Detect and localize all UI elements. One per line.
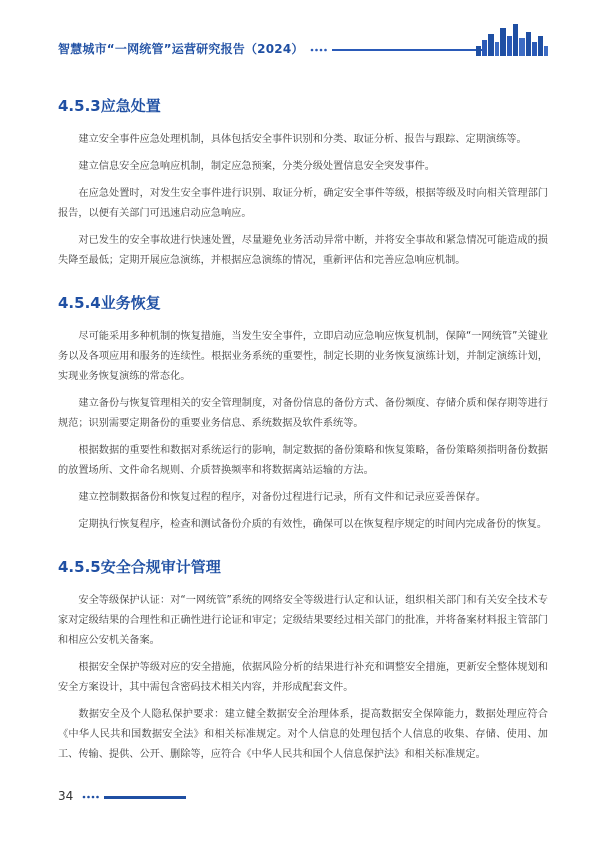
decorative-dots-icon	[82, 794, 102, 800]
report-title: 智慧城市“一网统管”运营研究报告（2024）	[58, 42, 304, 56]
paragraph: 建立控制数据备份和恢复过程的程序，对备份过程进行记录，所有文件和记录应妥善保存。	[78, 492, 486, 503]
page-header	[0, 0, 600, 70]
paragraph: 数据安全及个人隐私保护要求：建立健全数据安全治理体系，提高数据安全保障能力，数据处理应符合《中华人民共和国数据安全法》和相关标准规定。对个人信息的处理包括个人信息的收集、存储、使用、加工、传输、提供、公开、删除等，应符合《中华人民共和国个人信息保护法》和相关标准规定。	[58, 709, 548, 760]
paragraph: 建立备份与恢复管理相关的安全管理制度，对备份信息的备份方式、备份频度、存储介质和保存期等进行规范；识别需要定期备份的重要业务信息、系统数据及软件系统等。	[58, 398, 548, 429]
page-number: 34	[58, 789, 74, 803]
paragraph: 根据安全保护等级对应的安全措施，依据风险分析的结果进行补充和调整安全措施，更新安全整体规划和安全方案设计，其中需包含密码技术相关内容，并形成配套文件。	[58, 662, 548, 693]
paragraph: 定期执行恢复程序，检查和测试备份介质的有效性，确保可以在恢复程序规定的时间内完成备份的恢复。	[78, 519, 548, 530]
city-skyline-icon	[476, 24, 548, 56]
decorative-dots-icon	[310, 47, 330, 53]
paragraph: 安全等级保护认证：对“一网统管”系统的网络安全等级进行认定和认证，组织相关部门和有关安全技术专家对定级结果的合理性和正确性进行论证和审定；定级结果要经过相关部门的批准，并将备案材料报主管部门和相应公安机关备案。	[58, 595, 548, 646]
paragraph: 根据数据的重要性和数据对系统运行的影响，制定数据的备份策略和恢复策略，备份策略须指明备份数据的放置场所、文件命名规则、介质替换频率和将数据离站运输的方法。	[58, 445, 548, 476]
section-heading: 4.5.5安全合规审计管理	[58, 558, 221, 576]
footer-divider	[104, 796, 186, 799]
section-heading: 4.5.4业务恢复	[58, 294, 161, 312]
main-content	[58, 90, 548, 787]
paragraph: 建立安全事件应急处理机制，具体包括安全事件识别和分类、取证分析、报告与跟踪、定期演练等。	[78, 134, 527, 145]
header-divider	[332, 49, 482, 51]
paragraph: 对已发生的安全事故进行快速处置，尽量避免业务活动异常中断，并将安全事故和紧急情况可能造成的损失降至最低；定期开展应急演练，并根据应急演练的情况，重新评估和完善应急响应机制。	[58, 235, 548, 266]
paragraph: 建立信息安全应急响应机制，制定应急预案，分类分级处置信息安全突发事件。	[78, 161, 435, 172]
paragraph: 在应急处置时，对发生安全事件进行识别、取证分析，确定安全事件等级，根据等级及时向相关管理部门报告，以便有关部门可迅速启动应急响应。	[58, 188, 548, 219]
section-emergency-response	[58, 96, 548, 271]
section-business-recovery	[58, 293, 548, 535]
paragraph: 尽可能采用多种机制的恢复措施，当发生安全事件，立即启动应急响应恢复机制，保障“一网统管”关键业务以及各项应用和服务的连续性。根据业务系统的重要性，制定长期的业务恢复演练计划，并制定演练计划，实现业务恢复演练的常态化。	[58, 331, 548, 382]
section-heading: 4.5.3应急处置	[58, 97, 161, 115]
section-compliance-audit	[58, 557, 548, 765]
